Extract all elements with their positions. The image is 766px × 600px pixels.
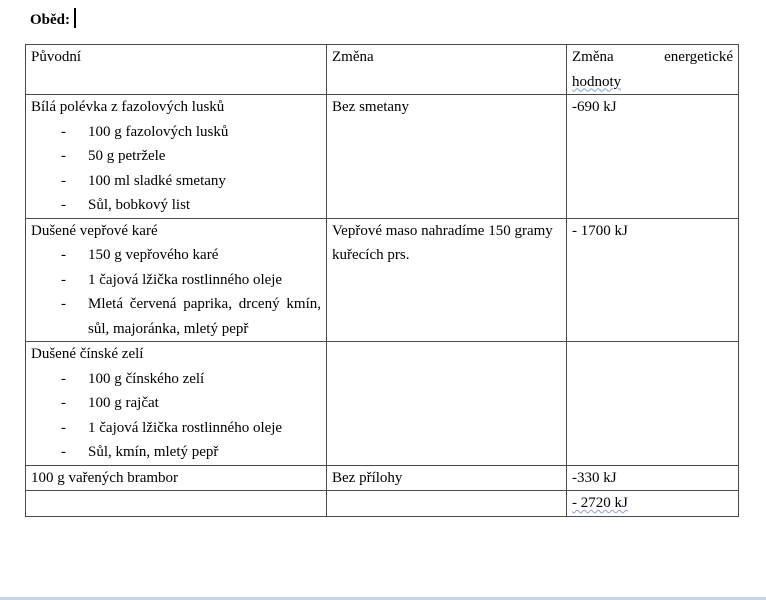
table-header-row — [26, 45, 739, 95]
header-original[interactable]: Původní — [26, 45, 327, 95]
change-cell[interactable] — [327, 342, 567, 466]
dish-cell[interactable] — [26, 218, 327, 342]
section-heading — [30, 8, 76, 30]
ingredient-item: - 1 čajová lžička rostlinného oleje — [31, 268, 321, 293]
energy-total-cell[interactable] — [567, 491, 739, 517]
ingredient-item: - 100 g fazolových lusků — [31, 120, 321, 145]
ingredient-item: - 100 g čínského zelí — [31, 367, 321, 392]
dish-cell[interactable] — [26, 491, 327, 517]
dish-cell[interactable]: 100 g vařených brambor — [26, 465, 327, 491]
ingredient-item: - 50 g petržele — [31, 144, 321, 169]
change-cell[interactable]: Bez přílohy — [327, 465, 567, 491]
table-row — [26, 342, 739, 466]
ingredient-item: - 100 ml sladké smetany — [31, 169, 321, 194]
table-row — [26, 465, 739, 491]
header-energy-change[interactable] — [567, 45, 739, 95]
energy-cell[interactable] — [567, 342, 739, 466]
energy-cell[interactable]: -330 kJ — [567, 465, 739, 491]
change-cell[interactable]: Bez smetany — [327, 95, 567, 219]
energy-cell[interactable]: - 1700 kJ — [567, 218, 739, 342]
table-row — [26, 95, 739, 219]
energy-total-value: - 2720 kJ — [572, 495, 628, 511]
ingredient-list — [31, 367, 321, 465]
table-row-total — [26, 491, 739, 517]
energy-cell[interactable]: -690 kJ — [567, 95, 739, 219]
ingredient-item: - 150 g vepřového karé — [31, 243, 321, 268]
ingredient-item: - 1 čajová lžička rostlinného oleje — [31, 416, 321, 441]
meal-table — [25, 44, 739, 517]
table-row — [26, 218, 739, 342]
ingredient-item: - Sůl, kmín, mletý pepř — [31, 440, 321, 465]
dish-name: Dušené vepřové karé — [31, 222, 158, 239]
dish-cell[interactable] — [26, 95, 327, 219]
text-cursor — [74, 8, 76, 28]
ingredient-list — [31, 243, 321, 341]
ingredient-list — [31, 120, 321, 218]
ingredient-item: - Mletá červená paprika, drcený kmín, sůl, majoránka, mletý pepř — [31, 292, 321, 341]
ingredient-item: - Sůl, bobkový list — [31, 193, 321, 218]
heading-text: Oběd: — [30, 12, 71, 28]
header-change[interactable]: Změna — [327, 45, 567, 95]
change-cell[interactable]: Vepřové maso nahradíme 150 gramy kuřecích prs. — [327, 218, 567, 342]
header-energy-line2: hodnoty — [572, 73, 622, 90]
dish-name: Dušené čínské zelí — [31, 346, 144, 362]
dish-cell[interactable] — [26, 342, 327, 466]
dish-name: Bílá polévka z fazolových lusků — [31, 99, 225, 115]
change-cell[interactable] — [327, 491, 567, 517]
header-energy-line1: Změna energetické — [572, 49, 733, 65]
ingredient-item: - 100 g rajčat — [31, 391, 321, 416]
